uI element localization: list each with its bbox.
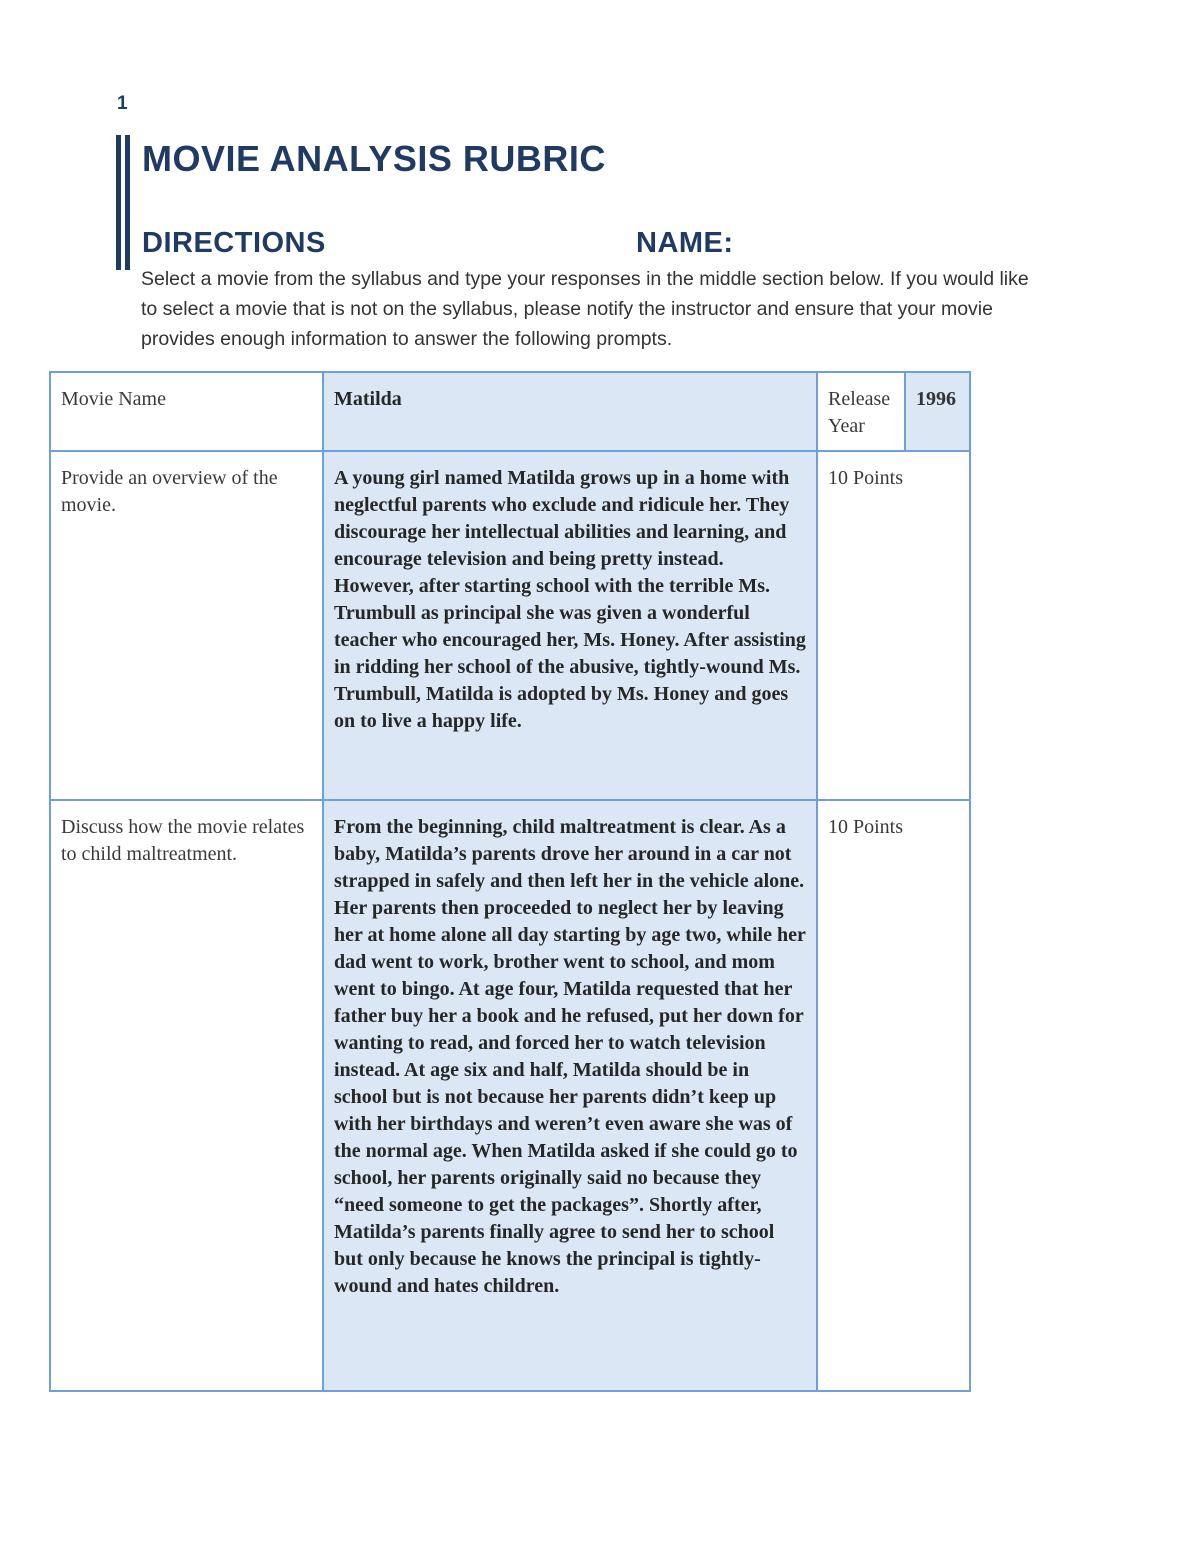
release-year-label: Release Year — [817, 372, 905, 451]
table-row — [50, 451, 970, 800]
page-number: 1 — [117, 93, 128, 114]
prompt-overview: Provide an overview of the movie. — [50, 451, 323, 800]
title-accent-bar — [116, 135, 121, 270]
response-maltreatment[interactable]: From the beginning, child maltreatment is clear. As a baby, Matilda’s parents drove her around in a car not strapped in safely and then left her in the vehicle alone. Her parents then proceeded to neglect her by leaving her at home alone all day starting by age two, while her dad went to work, brother went to school, and mom went to bingo. At age four, Matilda requested that her father buy her a book and he refused, put her down for wanting to read, and forced her to watch television instead. At age six and half, Matilda should be in school but is not because her parents didn’t keep up with her birthdays and weren’t even aware she was of the normal age. When Matilda asked if she could go to school, her parents originally said no because they “need someone to get the packages”. Shortly after, Matilda’s parents finally agree to send her to school but only because he knows the principal is tightly-wound and hates children. — [323, 800, 817, 1391]
name-heading: NAME: — [636, 227, 734, 259]
rubric-table — [49, 371, 971, 1392]
directions-text: Select a movie from the syllabus and type your responses in the middle section below. If you would like to select a movie that is not on the syllabus, please notify the instructor and ensure that your movie provides enough information to answer the following prompts. — [141, 268, 1029, 350]
directions-heading: DIRECTIONS — [142, 227, 326, 259]
table-row — [50, 800, 970, 1391]
movie-name-value[interactable]: Matilda — [323, 372, 817, 451]
document-title: MOVIE ANALYSIS RUBRIC — [142, 138, 606, 179]
title-accent-bar — [125, 135, 130, 270]
response-overview[interactable]: A young girl named Matilda grows up in a home with neglectful parents who exclude and ridicule her. They discourage her intellectual abilities and learning, and encourage television and being pretty instead. However, after starting school with the terrible Ms. Trumbull as principal she was given a wonderful teacher who encouraged her, Ms. Honey. After assisting in ridding her school of the abusive, tightly-wound Ms. Trumbull, Matilda is adopted by Ms. Honey and goes on to live a happy life. — [323, 451, 817, 800]
release-year-value[interactable]: 1996 — [905, 372, 970, 451]
points-maltreatment: 10 Points — [817, 800, 970, 1391]
movie-name-label: Movie Name — [50, 372, 323, 451]
points-overview: 10 Points — [817, 451, 970, 800]
table-row — [50, 372, 970, 451]
prompt-maltreatment: Discuss how the movie relates to child maltreatment. — [50, 800, 323, 1391]
